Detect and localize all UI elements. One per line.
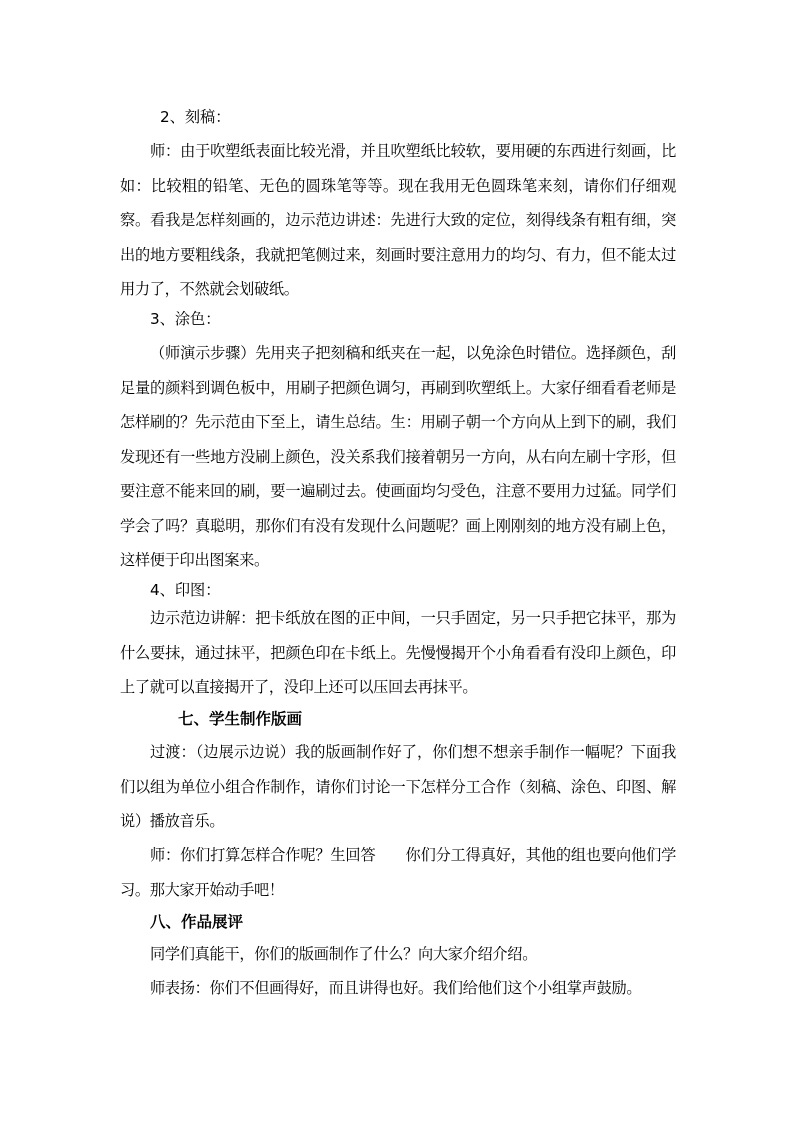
heading-eight-paragraph-1: 同学们真能干，你们的版画制作了什么？向大家介绍介绍。 bbox=[150, 945, 538, 963]
heading-seven: 七、学生制作版画 bbox=[178, 710, 303, 728]
heading-eight-paragraph-2: 师表扬：你们不但画得好，而且讲得也好。我们给他们这个小组掌声鼓励。 bbox=[150, 979, 642, 997]
section-2-paragraph: 师：由于吹塑纸表面比较光滑，并且吹塑纸比较软，要用硬的东西进行刻画，比如：比较粗的铅笔、无色的圆珠笔等等。现在我用无色圆珠笔来刻，请你们仔细观察。看我是怎样刻画的，边示范边讲述：先进行大致的定位，刻得线条有粗有细，突出的地方要粗线条，我就把笔侧过来，刻画时要注意用力的均匀、有力，但不能太过用力了，不然就会划破纸。 bbox=[120, 142, 676, 298]
heading-seven-paragraph-1: 过渡：（边展示边说）我的版画制作好了，你们想不想亲手制作一幅呢？下面我们以组为单位小组合作制作，请你们讨论一下怎样分工合作（刻稿、涂色、印图、解说）播放音乐。 bbox=[120, 743, 676, 830]
section-4-paragraph: 边示范边讲解：把卡纸放在图的正中间，一只手固定，另一只手把它抹平，那为什么要抹，通过抹平，把颜色印在卡纸上。先慢慢揭开个小角看看有没印上颜色，印上了就可以直接揭开了，没印上还可以压回去再抹平。 bbox=[120, 609, 676, 696]
section-3-title: 3、涂色： bbox=[150, 310, 221, 328]
heading-seven-paragraph-2: 师：你们打算怎样合作呢？生回答 你们分工得真好，其他的组也要向他们学习。那大家开始动手吧！ bbox=[120, 846, 676, 899]
heading-eight: 八、作品展评 bbox=[150, 913, 244, 931]
section-4-title: 4、印图： bbox=[150, 581, 221, 599]
section-3-paragraph: （师演示步骤）先用夹子把刻稿和纸夹在一起，以免涂色时错位。选择颜色，刮足量的颜料到调色板中，用刷子把颜色调匀，再刷到吹塑纸上。大家仔细看看老师是怎样刷的？先示范由下至上，请生总结。生：用刷子朝一个方向从上到下的刷，我们发现还有一些地方没刷上颜色，没关系我们接着朝另一方向，从右向左刷十字形，但要注意不能来回的刷，要一遍刷过去。使画面均匀受色，注意不要用力过猛。同学们学会了吗？真聪明，那你们有没有发现什么问题呢？画上刚刚刻的地方没有刷上色，这样便于印出图案来。 bbox=[120, 344, 676, 569]
section-2-title: 2、刻稿： bbox=[160, 108, 231, 126]
